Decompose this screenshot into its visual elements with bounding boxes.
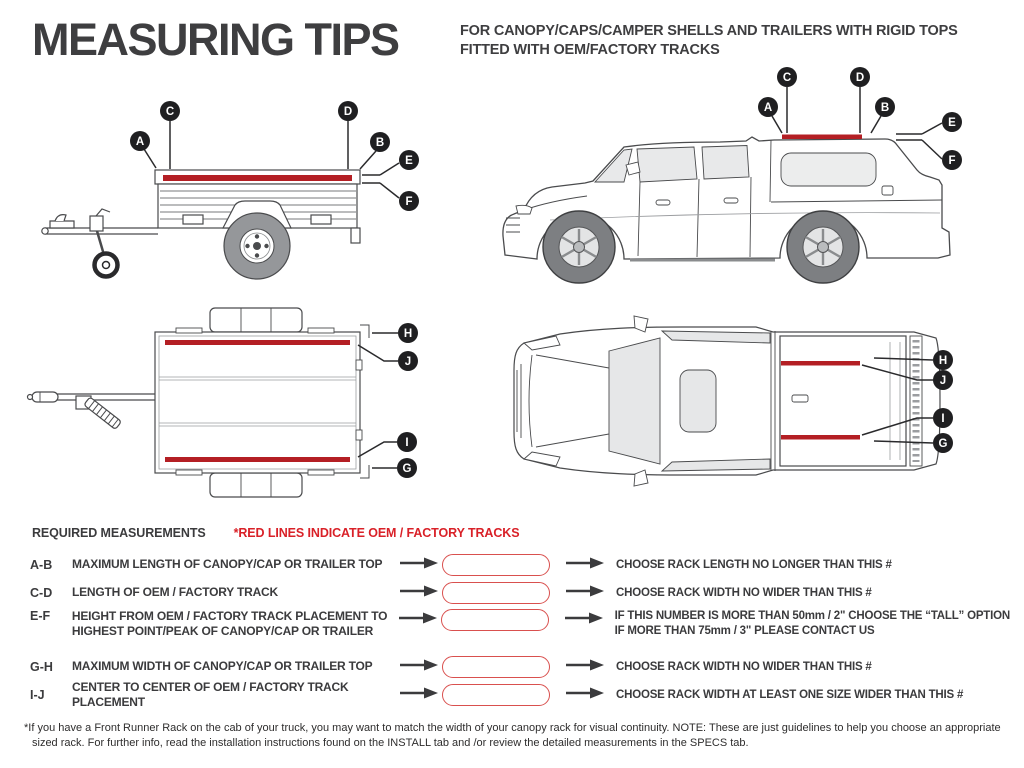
callout-j (933, 370, 953, 390)
oem-track-red-line-bottom (781, 435, 860, 440)
callout-c (777, 67, 797, 87)
arrow-right-icon (400, 659, 438, 671)
svg-text:H: H (403, 328, 413, 340)
trailer-top-view-diagram (20, 300, 450, 505)
arrow-right-icon (400, 585, 438, 597)
measurement-value-box (442, 656, 550, 678)
callout-a (758, 97, 778, 117)
arrow-right-icon (400, 557, 438, 569)
red-lines-note: *RED LINES INDICATE OEM / FACTORY TRACKS (233, 526, 520, 540)
callout-a (130, 131, 150, 151)
truck-top-view-drawing (490, 298, 1020, 503)
oem-track-red-line (782, 135, 862, 140)
callout-badges (933, 350, 953, 453)
svg-text:F: F (405, 196, 413, 208)
row-description: MAXIMUM WIDTH OF CANOPY/CAP OR TRAILER TOP (72, 659, 373, 674)
section-title: REQUIRED MEASUREMENTS (32, 526, 206, 540)
callout-lines (772, 87, 942, 159)
svg-text:E: E (948, 117, 956, 129)
callout-h (933, 350, 953, 370)
arrow-right-icon (565, 612, 603, 624)
callout-e (942, 112, 962, 132)
arrow-right-icon (399, 612, 437, 624)
callout-e (399, 150, 419, 170)
trailer-wheel (224, 213, 290, 279)
svg-text:G: G (938, 438, 948, 450)
callout-b (875, 97, 895, 117)
svg-text:C: C (165, 106, 175, 118)
row-description (72, 609, 391, 639)
row-description-line-1: HEIGHT FROM OEM / FACTORY TRACK PLACEMENT TO (71, 609, 388, 623)
row-outcome-line-1: IF THIS NUMBER IS MORE THAN 50mm / 2" CHOOSE THE “TALL” OPTION (614, 610, 1010, 622)
track-end-ticks (896, 134, 922, 140)
svg-text:D: D (855, 72, 865, 84)
callout-badges (397, 323, 418, 478)
row-description: LENGTH OF OEM / FACTORY TRACK (72, 585, 278, 600)
oem-track-red-line-bottom (165, 457, 350, 462)
row-outcome: CHOOSE RACK LENGTH NO LONGER THAN THIS # (616, 558, 892, 571)
jockey-crank-handle (84, 397, 122, 430)
svg-text:A: A (135, 136, 145, 148)
measurement-value-box (442, 582, 550, 604)
svg-text:A: A (763, 102, 773, 114)
row-outcome (615, 609, 1010, 639)
row-key: E-F (30, 609, 51, 623)
row-description: MAXIMUM LENGTH OF CANOPY/CAP OR TRAILER TOP (72, 557, 383, 572)
footnote-line-2: sized rack. For further info, read the installation instructions found on the INSTALL tab and /or review the detailed measurements in the SPECS tab. (32, 737, 749, 750)
svg-text:B: B (375, 137, 385, 149)
measurement-value-box (442, 684, 550, 706)
truck-side-view-drawing (490, 60, 1020, 295)
row-description: CENTER TO CENTER OF OEM / FACTORY TRACK PLACEMENT (72, 679, 349, 709)
svg-text:I: I (405, 437, 409, 449)
row-key: I-J (30, 688, 45, 702)
row-outcome-line-2: IF MORE THAN 75mm / 3" PLEASE CONTACT US (614, 624, 875, 637)
row-outcome: CHOOSE RACK WIDTH AT LEAST ONE SIZE WIDER THAN THIS # (616, 688, 964, 701)
arrow-right-icon (566, 687, 604, 699)
measurement-row-ef (30, 607, 1010, 653)
footnote (24, 721, 1016, 751)
trailer-top-body (28, 308, 370, 497)
subtitle-line-2: FITTED WITH OEM/FACTORY TRACKS (460, 42, 720, 59)
measurement-rows (30, 551, 1010, 709)
svg-text:E: E (405, 155, 413, 167)
row-key: C-D (30, 586, 53, 600)
svg-text:B: B (880, 102, 890, 114)
measurement-value-box (442, 554, 550, 576)
trailer-side-view-drawing (20, 85, 450, 300)
measurement-row-ij (30, 681, 1010, 709)
track-end-ticks (362, 175, 380, 183)
callout-c (160, 101, 180, 121)
svg-text:C: C (782, 72, 792, 84)
oem-track-red-line-top (165, 340, 350, 345)
subtitle-line-1: FOR CANOPY/CAPS/CAMPER SHELLS AND TRAILERS WITH RIGID TOPS (460, 23, 958, 39)
svg-text:H: H (938, 355, 948, 367)
callout-g (397, 458, 417, 478)
callout-j (398, 351, 418, 371)
callout-i (397, 432, 417, 452)
callout-f (399, 191, 419, 211)
truck-side-view-diagram (490, 60, 1020, 300)
measurements-legend (32, 526, 519, 540)
callout-i (933, 408, 953, 428)
measurement-row-ab (30, 551, 1010, 579)
svg-text:J: J (404, 356, 412, 368)
truck-top-view-diagram (490, 298, 1020, 508)
truck-front-wheel (543, 211, 615, 283)
truck-top-body (514, 316, 940, 486)
callout-d (850, 67, 870, 87)
measurement-row-cd (30, 579, 1010, 607)
row-key: A-B (30, 558, 53, 572)
callout-f (942, 150, 962, 170)
page-subtitle (460, 22, 958, 60)
arrow-right-icon (566, 557, 604, 569)
trailer-side-body (42, 170, 360, 277)
svg-text:G: G (402, 463, 412, 475)
measurement-row-gh (30, 653, 1010, 681)
svg-text:J: J (939, 375, 947, 387)
svg-text:I: I (941, 413, 945, 425)
measurement-value-box (441, 609, 549, 631)
arrow-right-icon (400, 687, 438, 699)
row-outcome: CHOOSE RACK WIDTH NO WIDER THAN THIS # (616, 660, 872, 673)
row-outcome: CHOOSE RACK WIDTH NO WIDER THAN THIS # (616, 586, 872, 599)
callout-b (370, 132, 390, 152)
trailer-top-view-drawing (20, 300, 450, 500)
callout-h (398, 323, 418, 343)
oem-track-red-line-top (781, 361, 860, 366)
svg-text:F: F (948, 155, 956, 167)
footnote-line-1: *If you have a Front Runner Rack on the cab of your truck, you may want to match the width of your canopy rack for visual continuity. NOTE: These are just guidelines to help you choose an appropriate (24, 722, 1001, 734)
trailer-side-view-diagram (20, 85, 450, 305)
arrow-right-icon (566, 585, 604, 597)
callout-d (338, 101, 358, 121)
callout-lines (358, 333, 398, 468)
callout-g (933, 433, 953, 453)
row-key: G-H (30, 660, 53, 674)
svg-text:D: D (343, 106, 353, 118)
truck-rear-wheel (787, 211, 859, 283)
arrow-right-icon (566, 659, 604, 671)
row-description-line-2: HIGHEST POINT/PEAK OF CANOPY/CAP OR TRAILER (71, 624, 374, 639)
page-title: MEASURING TIPS (32, 14, 399, 65)
oem-track-red-line (163, 175, 352, 181)
